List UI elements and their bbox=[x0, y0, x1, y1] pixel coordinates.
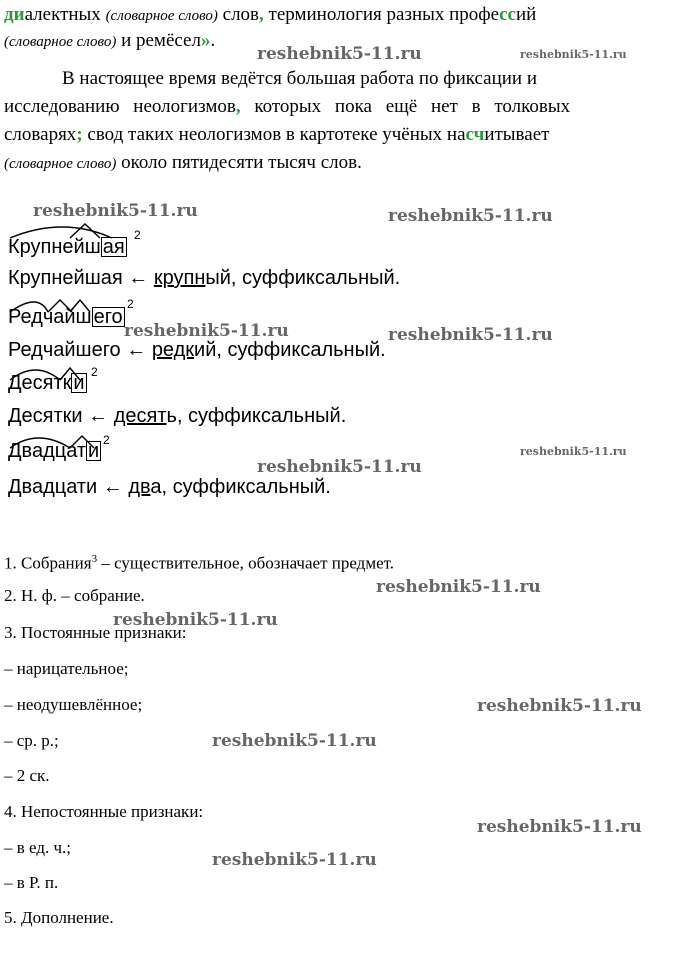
base-ending: ый bbox=[205, 267, 231, 289]
text-span: – существительное, обозначает предмет. bbox=[97, 553, 395, 573]
text-span: В настоящее время ведётся большая работа по фиксации и bbox=[62, 68, 538, 89]
morpheme-word bbox=[8, 440, 101, 463]
text-line bbox=[4, 94, 669, 120]
watermark: reshebnik5-11.ru bbox=[376, 577, 541, 597]
derivation-line bbox=[8, 339, 386, 362]
arrow-icon: ← bbox=[102, 476, 123, 498]
text-span: алектных bbox=[24, 4, 106, 25]
parse-line: – 2 ск. bbox=[4, 766, 50, 785]
derivation-type: , суффиксальный. bbox=[230, 267, 401, 289]
superscript: 3 bbox=[91, 553, 98, 565]
text-line bbox=[4, 2, 669, 29]
superscript: 2 bbox=[91, 365, 98, 379]
ending-box: его bbox=[93, 306, 123, 328]
text-span: и ремёсел bbox=[116, 30, 201, 51]
morpheme-word bbox=[8, 372, 87, 395]
derivation-type: , суффиксальный. bbox=[216, 339, 386, 361]
text-span: словарях bbox=[4, 124, 77, 145]
highlight-letter: и bbox=[13, 4, 25, 25]
word-stem: Десятк bbox=[8, 372, 72, 394]
derivation-type: , суффиксальный. bbox=[161, 476, 331, 498]
watermark: reshebnik5-11.ru bbox=[388, 206, 553, 226]
text-span: 1. Собрания bbox=[4, 553, 92, 573]
text-span: терминология разных профе bbox=[263, 4, 500, 25]
highlight-letter: сс bbox=[499, 4, 516, 25]
superscript: 2 bbox=[103, 433, 110, 447]
parse-line: – в ед. ч.; bbox=[4, 838, 72, 857]
parse-line: 2. Н. ф. – собрание. bbox=[4, 586, 145, 605]
text-line bbox=[4, 122, 669, 148]
watermark: reshebnik5-11.ru bbox=[477, 696, 642, 716]
parse-line: 3. Постоянные признаки: bbox=[4, 623, 187, 642]
superscript: 2 bbox=[134, 228, 141, 242]
text-line bbox=[62, 66, 669, 92]
highlight-punct: , bbox=[235, 96, 241, 117]
highlight-punct: , bbox=[259, 4, 264, 25]
watermark: reshebnik5-11.ru bbox=[257, 44, 422, 64]
derivation-line bbox=[8, 476, 331, 499]
text-span: . bbox=[210, 30, 216, 51]
text-span: свод таких неологизмов в картотеке учёных на bbox=[82, 124, 466, 145]
word: Редчайшего bbox=[8, 339, 121, 361]
base-stem: крупн bbox=[153, 267, 206, 289]
word-stem: Редчайш bbox=[8, 306, 92, 328]
parse-line: – в Р. п. bbox=[4, 873, 59, 892]
watermark: reshebnik5-11.ru bbox=[33, 201, 198, 221]
morpheme-word bbox=[8, 306, 125, 329]
parse-line: – ср. р.; bbox=[4, 731, 59, 750]
watermark: reshebnik5-11.ru bbox=[388, 325, 553, 345]
watermark: reshebnik5-11.ru bbox=[520, 48, 627, 61]
highlight-punct: » bbox=[200, 30, 211, 51]
ending-box: и bbox=[88, 440, 100, 462]
word: Двадцати bbox=[8, 476, 98, 498]
watermark: reshebnik5-11.ru bbox=[212, 731, 377, 751]
word: Крупнейшая bbox=[8, 267, 123, 289]
text-span: исследованию неологизмов bbox=[4, 96, 236, 117]
superscript: 2 bbox=[127, 297, 134, 311]
base-stem: десят bbox=[113, 405, 167, 427]
base-ending: ий bbox=[194, 339, 217, 361]
base-ending: ь bbox=[166, 405, 177, 427]
text-span: ий bbox=[515, 4, 537, 25]
watermark: reshebnik5-11.ru bbox=[212, 850, 377, 870]
ending-box: ая bbox=[102, 236, 125, 258]
text-line bbox=[4, 150, 669, 177]
parse-line: – нарицательное; bbox=[4, 659, 129, 678]
highlight-punct: ; bbox=[76, 124, 83, 145]
parse-line: 5. Дополнение. bbox=[4, 908, 114, 927]
word-stem: Крупнейш bbox=[8, 236, 101, 258]
arrow-icon: ← bbox=[88, 405, 109, 427]
text-span: которых пока ещё нет в толковых bbox=[240, 96, 571, 117]
text-span: слов bbox=[217, 4, 260, 25]
arrow-icon: ← bbox=[128, 267, 149, 289]
derivation-line bbox=[8, 267, 400, 290]
watermark: reshebnik5-11.ru bbox=[477, 817, 642, 837]
parse-line bbox=[4, 548, 394, 575]
watermark: reshebnik5-11.ru bbox=[124, 321, 289, 341]
parse-line: 4. Непостоянные признаки: bbox=[4, 802, 204, 821]
base-ending: а bbox=[150, 476, 162, 498]
text-span: итывает bbox=[484, 124, 550, 145]
dictionary-note: (словарное слово) bbox=[105, 8, 218, 24]
derivation-line bbox=[8, 405, 346, 428]
highlight-letter: сч bbox=[465, 124, 485, 145]
word-stem: Двадцат bbox=[8, 440, 87, 462]
derivation-type: , суффиксальный. bbox=[176, 405, 347, 427]
morpheme-word bbox=[8, 236, 127, 259]
word: Десятки bbox=[8, 405, 83, 427]
base-stem: редк bbox=[151, 339, 195, 361]
text-span: около пятидесяти тысяч слов. bbox=[116, 152, 362, 173]
watermark: reshebnik5-11.ru bbox=[520, 445, 627, 458]
dictionary-note: (словарное слово) bbox=[4, 34, 117, 50]
base-stem: дв bbox=[128, 476, 151, 498]
watermark: reshebnik5-11.ru bbox=[113, 610, 278, 630]
parse-line: – неодушевлённое; bbox=[4, 695, 143, 714]
dictionary-note: (словарное слово) bbox=[4, 156, 117, 172]
highlight-letter: д bbox=[4, 4, 14, 25]
watermark: reshebnik5-11.ru bbox=[257, 457, 422, 477]
ending-box: и bbox=[73, 372, 85, 394]
arrow-icon: ← bbox=[126, 339, 147, 361]
